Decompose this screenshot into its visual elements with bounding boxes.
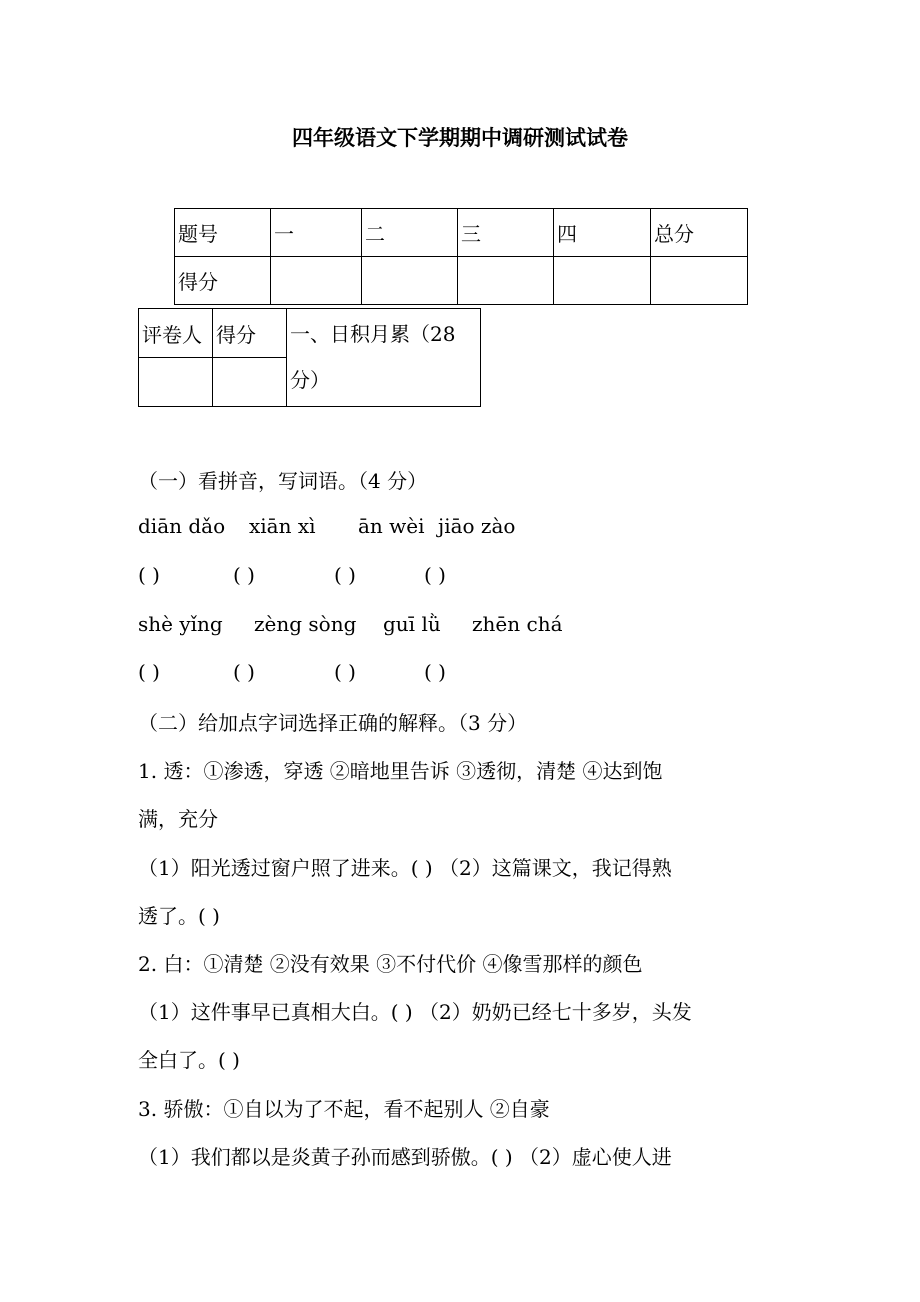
score-cell [554,257,651,305]
part2-heading: （二）给加点字词选择正确的解释。（3 分） [138,711,528,735]
answer-blank: ( ) [138,563,160,587]
section-title: 一、日积月累（28分） [287,309,481,407]
pinyin-row-1 [138,514,515,538]
answer-blank: ( ) [138,660,160,684]
question-2-options: 2. 白：①清楚 ②没有效果 ③不付代价 ④像雪那样的颜色 [138,952,643,976]
pinyin-word: zèng sòng [254,612,357,636]
score-cell [362,257,458,305]
grader-label: 评卷人 [139,309,213,358]
question-1-options-cont: 满，充分 [138,807,218,831]
answer-parens-row-1 [138,563,446,587]
answer-blank: ( ) [233,660,255,684]
score-cell [651,257,748,305]
pinyin-word: zhēn chá [472,612,563,636]
question-1-items: （1）阳光透过窗户照了进来。( ) （2）这篇课文，我记得熟 [138,856,672,880]
page-title: 四年级语文下学期期中调研测试试卷 [292,125,628,150]
pinyin-word: ān wèi [358,514,425,538]
score-table [174,208,748,305]
answer-blank: ( ) [233,563,255,587]
answer-blank: ( ) [334,660,356,684]
question-1-items-cont: 透了。( ) [138,904,220,928]
question-2-items-cont: 全白了。( ) [138,1048,240,1072]
question-3-options: 3. 骄傲：①自以为了不起，看不起别人 ②自豪 [138,1097,550,1121]
pinyin-row-2 [138,612,563,636]
pinyin-word: guī lǜ [383,612,441,636]
score-row-label: 得分 [175,257,271,305]
grader-table [138,308,481,407]
score-cell [458,257,554,305]
grader-score-cell [213,358,287,407]
question-2-items: （1）这件事早已真相大白。( ) （2）奶奶已经七十多岁，头发 [138,1000,692,1024]
score-table-value-row [175,257,748,305]
pinyin-word: xiān xì [249,514,316,538]
pinyin-word: jiāo zào [438,514,516,538]
answer-blank: ( ) [424,660,446,684]
score-header-cell: 题号 [175,209,271,257]
grader-cell [139,358,213,407]
grader-score-label: 得分 [213,309,287,358]
answer-parens-row-2 [138,660,446,684]
question-3-items: （1）我们都以是炎黄子孙而感到骄傲。( ) （2）虚心使人进 [138,1145,672,1169]
question-1-options: 1. 透：①渗透，穿透 ②暗地里告诉 ③透彻，清楚 ④达到饱 [138,759,663,783]
score-header-cell: 四 [554,209,651,257]
score-header-cell: 二 [362,209,458,257]
score-header-cell: 三 [458,209,554,257]
score-table-header-row [175,209,748,257]
pinyin-word: shè yǐng [138,612,223,636]
answer-blank: ( ) [334,563,356,587]
score-cell [271,257,362,305]
score-header-cell: 一 [271,209,362,257]
score-header-cell: 总分 [651,209,748,257]
answer-blank: ( ) [424,563,446,587]
part1-heading: （一）看拼音，写词语。（4 分） [138,469,428,493]
pinyin-word: diān dǎo [138,514,226,538]
